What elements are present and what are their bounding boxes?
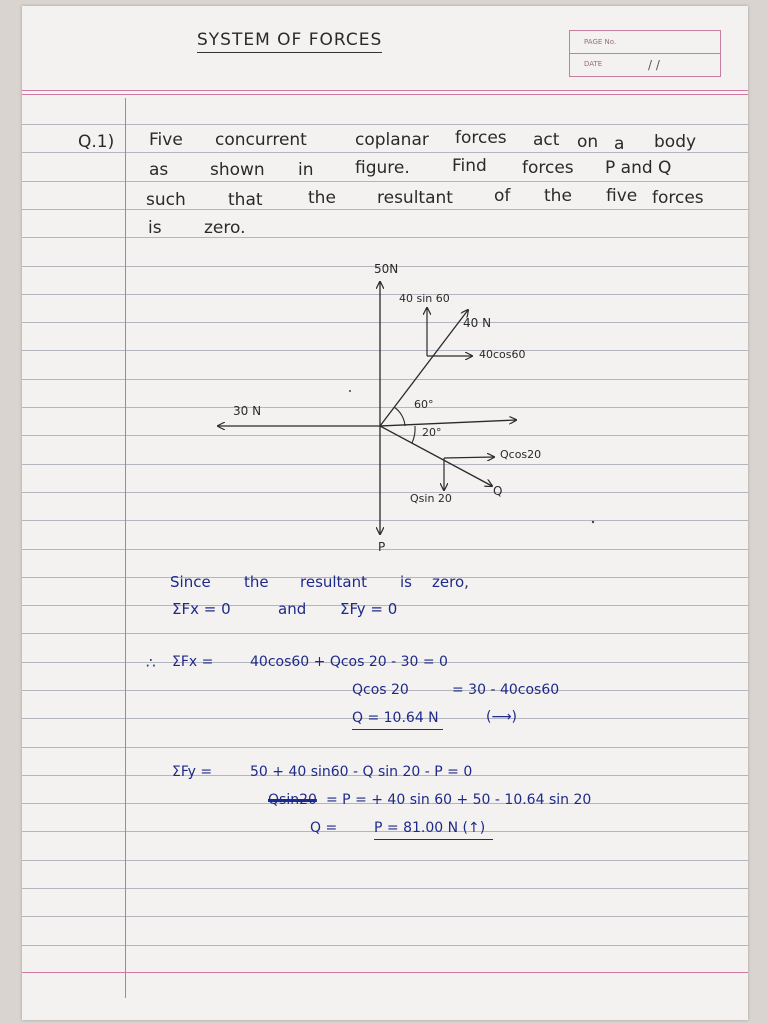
eq5-struck-text: Qsin20	[268, 792, 317, 808]
q-line-4-w1: zero.	[204, 218, 246, 238]
label-50n: 50N	[374, 262, 399, 276]
eq2-lhs: Qcos 20	[352, 682, 409, 698]
eq1-lhs: ΣFx =	[172, 654, 214, 670]
since-w0: Since	[170, 573, 211, 591]
q-line-2-w3: figure.	[355, 158, 410, 178]
q-line-2-w2: in	[298, 160, 314, 180]
eq3-direction: (⟶)	[486, 709, 517, 725]
q-line-1-w4: act	[533, 130, 560, 150]
label-angle-60: 60°	[414, 398, 434, 411]
eq4-lhs: ΣFy =	[172, 764, 213, 780]
eq6-lhs: Q =	[310, 820, 338, 836]
eq3-result-q: Q = 10.64 N	[352, 710, 443, 730]
therefore-symbol: ∴	[146, 654, 156, 672]
q-line-3-w2: the	[308, 188, 336, 208]
label-qcos20: Qcos20	[500, 448, 542, 461]
page-no-label: PAGE No.	[584, 38, 617, 46]
q-line-1-w7: body	[654, 132, 697, 152]
date-label: DATE	[584, 60, 603, 68]
sum-fy-zero: ΣFy = 0	[340, 600, 398, 618]
q-line-3-w6: five	[606, 186, 638, 206]
q-line-3-w0: such	[146, 190, 186, 210]
q-line-3-w7: forces	[652, 188, 704, 208]
component-qcos20-arrow	[444, 457, 494, 458]
eq4-rhs: 50 + 40 sin60 - Q sin 20 - P = 0	[250, 764, 473, 780]
pencil-dot	[349, 390, 351, 392]
q-line-3-w1: that	[228, 190, 263, 210]
eq1-rhs: 40cos60 + Qcos 20 - 30 = 0	[250, 654, 448, 670]
q-line-1-w2: coplanar	[355, 130, 429, 150]
q-line-2-w4: Find	[452, 156, 487, 176]
angle-60-arc	[394, 407, 405, 426]
since-w4: zero,	[432, 573, 469, 591]
label-q: Q	[493, 484, 503, 498]
pencil-dot-2	[592, 521, 594, 523]
q-line-2-w0: as	[149, 160, 169, 180]
q-line-1-w0: Five	[149, 130, 183, 150]
since-w1: the	[244, 573, 269, 591]
and-word: and	[278, 600, 307, 618]
since-w3: is	[400, 573, 412, 591]
label-angle-20: 20°	[422, 426, 442, 439]
label-qsin20: Qsin 20	[410, 492, 452, 505]
question-number: Q.1)	[78, 132, 115, 152]
q-line-3-w5: the	[544, 186, 572, 206]
q-line-1-w5: on	[577, 132, 599, 152]
q-line-2-w1: shown	[210, 160, 265, 180]
q-line-1-w1: concurrent	[215, 130, 307, 150]
date-value: / /	[648, 58, 660, 72]
page-title: SYSTEM OF FORCES	[197, 30, 382, 53]
q-line-4-w0: is	[148, 218, 162, 238]
q-line-3-w4: of	[494, 186, 511, 206]
label-40n: 40 N	[463, 316, 492, 330]
eq6-result-p: P = 81.00 N (↑)	[374, 820, 493, 840]
eq5-rhs: = P = + 40 sin 60 + 50 - 10.64 sin 20	[326, 792, 592, 808]
q-line-2-w5: forces	[522, 158, 574, 178]
x-axis-positive	[380, 420, 516, 426]
eq2-rhs: = 30 - 40cos60	[452, 682, 560, 698]
q-line-1-w3: forces	[455, 128, 507, 148]
notebook-page	[22, 6, 748, 1020]
q-line-2-w6: P and Q	[605, 158, 672, 178]
label-40cos60: 40cos60	[479, 348, 526, 361]
since-w2: resultant	[300, 573, 368, 591]
q-line-1-w6: a	[614, 134, 625, 154]
label-40sin60: 40 sin 60	[399, 292, 450, 305]
sum-fx-zero: ΣFx = 0	[172, 600, 231, 618]
q-line-3-w3: resultant	[377, 188, 453, 208]
label-p: P	[378, 540, 386, 554]
label-30n: 30 N	[233, 404, 262, 418]
angle-20-arc	[412, 426, 415, 443]
force-diagram	[22, 6, 748, 1020]
